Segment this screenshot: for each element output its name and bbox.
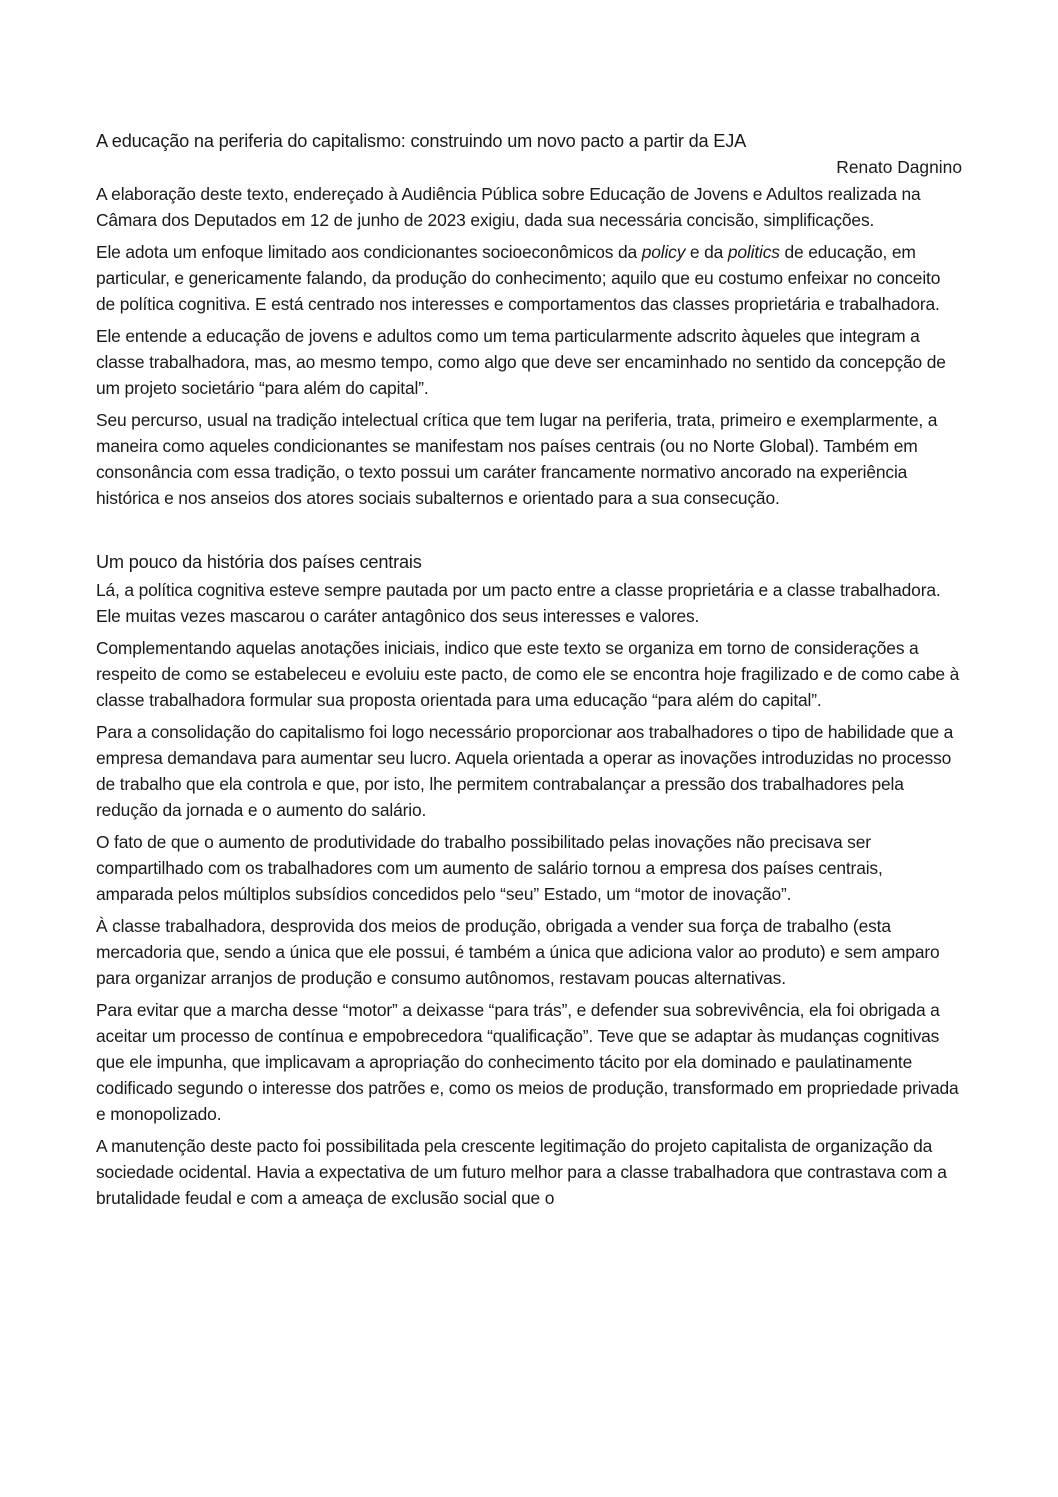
document-title: A educação na periferia do capitalismo: construindo um novo pacto a partir da EJA <box>96 131 747 151</box>
section-heading: Um pouco da história dos países centrais <box>96 552 422 572</box>
paragraph: A elaboração deste texto, endereçado à Audiência Pública sobre Educação de Jovens e Adultos realizada na Câmara dos Deputados em 12 de junho de 2023 exigiu, dada sua necessária concisão, simplificações. <box>96 184 921 230</box>
paragraph: À classe trabalhadora, desprovida dos meios de produção, obrigada a vender sua força de trabalho (esta mercadoria que, sendo a única que ele possui, é também a única que adiciona valor ao produto) e sem amparo para organizar arranjos de produção e consumo autônomos, restavam poucas alternativas. <box>96 916 940 988</box>
paragraph: Ele entende a educação de jovens e adultos como um tema particularmente adscrito àqueles que integram a classe trabalhadora, mas, ao mesmo tempo, como algo que deve ser encaminhado no sentido da concepção de um projeto societário “para além do capital”. <box>96 326 946 398</box>
text-run: Ele adota um enfoque limitado aos condicionantes socioeconômicos da <box>96 242 642 262</box>
paragraph: Lá, a política cognitiva esteve sempre pautada por um pacto entre a classe proprietária e a classe trabalhadora. Ele muitas vezes mascarou o caráter antagônico dos seus interesses e valores. <box>96 580 941 626</box>
paragraph: O fato de que o aumento de produtividade do trabalho possibilitado pelas inovações não precisava ser compartilhado com os trabalhadores com um aumento de salário tornou a empresa dos países centrais, amparada pelos múltiplos subsídios concedidos pelo “seu” Estado, um “motor de inovação”. <box>96 832 883 904</box>
paragraph: Para a consolidação do capitalismo foi logo necessário proporcionar aos trabalhadores o tipo de habilidade que a empresa demandava para aumentar seu lucro. Aquela orientada a operar as inovações introduzidas no processo de trabalho que ela controla e que, por isto, lhe permitem contrabalançar a pressão dos trabalhadores pela redução da jornada e o aumento do salário. <box>96 722 954 820</box>
paragraph: Complementando aquelas anotações iniciais, indico que este texto se organiza em torno de considerações a respeito de como se estabeleceu e evoluiu este pacto, de como ele se encontra hoje fragilizado e de como cabe à classe trabalhadora formular sua proposta orientada para uma educação “para além do capital”. <box>96 638 960 710</box>
document-page <box>96 128 962 1217</box>
paragraph: A manutenção deste pacto foi possibilitada pela crescente legitimação do projeto capitalista de organização da sociedade ocidental. Havia a expectativa de um futuro melhor para a classe trabalhadora que contrastava com a brutalidade feudal e com a ameaça de exclusão social que o <box>96 1136 947 1208</box>
text-run: de educação, em particular, e genericamente falando, da produção do conhecimento; aquilo que eu costumo enfeixar no conceito de política cognitiva. E está centrado nos interesses e comportamentos das classes proprietária e trabalhadora. <box>96 242 941 314</box>
text-run: e da <box>685 242 728 262</box>
italic-term-policy: policy <box>641 242 686 262</box>
italic-term-politics: politics <box>727 242 780 262</box>
paragraph: Seu percurso, usual na tradição intelectual crítica que tem lugar na periferia, trata, primeiro e exemplarmente, a maneira como aqueles condicionantes se manifestam nos países centrais (ou no Norte Global). Também em consonância com essa tradição, o texto possui um caráter francamente normativo ancorado na experiência histórica e nos anseios dos atores sociais subalternos e orientado para a sua consecução. <box>96 410 938 508</box>
paragraph: Para evitar que a marcha desse “motor” a deixasse “para trás”, e defender sua sobrevivência, ela foi obrigada a aceitar um processo de contínua e empobrecedora “qualificação”. Teve que se adaptar às mudanças cognitivas que ele impunha, que implicavam a apropriação do conhecimento tácito por ela dominado e paulatinamente codificado segundo o interesse dos patrões e, como os meios de produção, transformado em propriedade privada e monopolizado. <box>96 1000 959 1124</box>
author-name: Renato Dagnino <box>836 157 962 177</box>
paragraph <box>96 239 962 317</box>
